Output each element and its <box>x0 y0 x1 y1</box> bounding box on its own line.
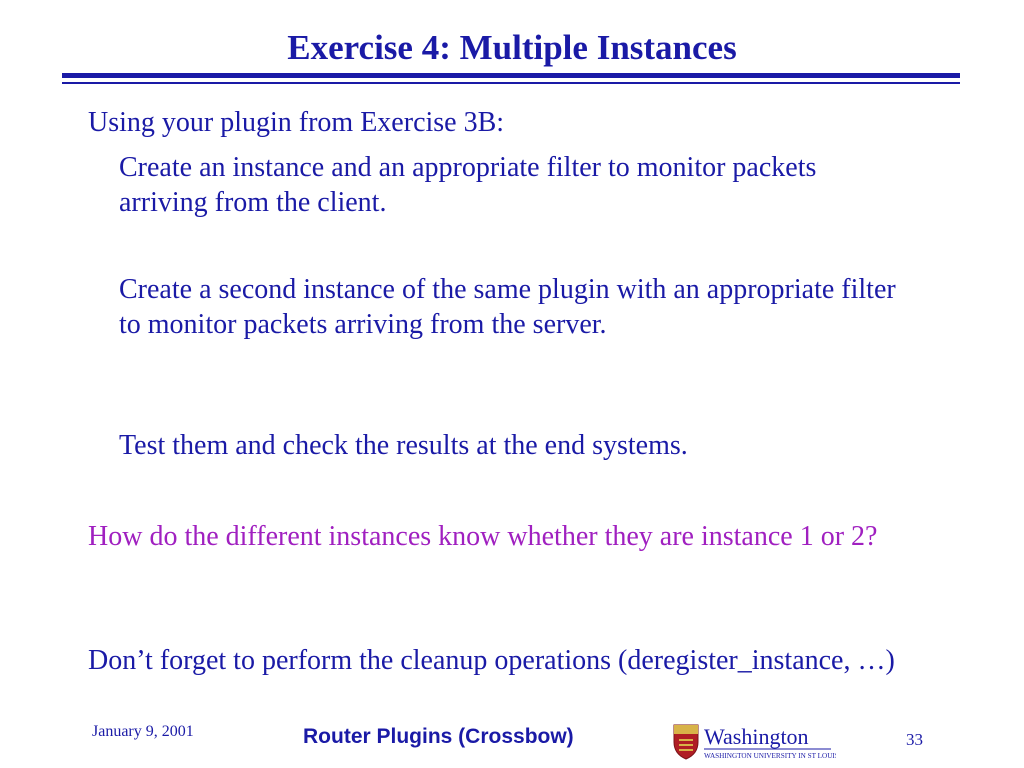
footer-date: January 9, 2001 <box>92 723 194 740</box>
footer-course-title: Router Plugins (Crossbow) <box>303 725 574 748</box>
university-logo <box>671 722 836 762</box>
bullet-test-results: Test them and check the results at the end systems. <box>119 430 688 461</box>
title-rule-thin <box>62 82 960 84</box>
slide-title: Exercise 4: Multiple Instances <box>287 28 737 67</box>
logo-wordmark: Washington <box>704 724 809 749</box>
bullet-question: How do the different instances know whether they are instance 1 or 2? <box>88 521 878 552</box>
bullet-using-plugin: Using your plugin from Exercise 3B: <box>88 107 505 138</box>
bullet-second-instance: Create a second instance of the same plugin with an appropriate filter to monitor packets arriving from the server. <box>119 274 896 340</box>
logo-subtitle: WASHINGTON UNIVERSITY IN ST LOUIS <box>704 752 836 760</box>
bullet-cleanup: Don’t forget to perform the cleanup operations (deregister_instance, …) <box>88 645 895 676</box>
university-shield-icon <box>671 722 836 762</box>
page-number: 33 <box>906 730 923 749</box>
bullet-first-instance: Create an instance and an appropriate filter to monitor packets arriving from the client. <box>119 152 817 218</box>
title-rule-thick <box>62 73 960 78</box>
